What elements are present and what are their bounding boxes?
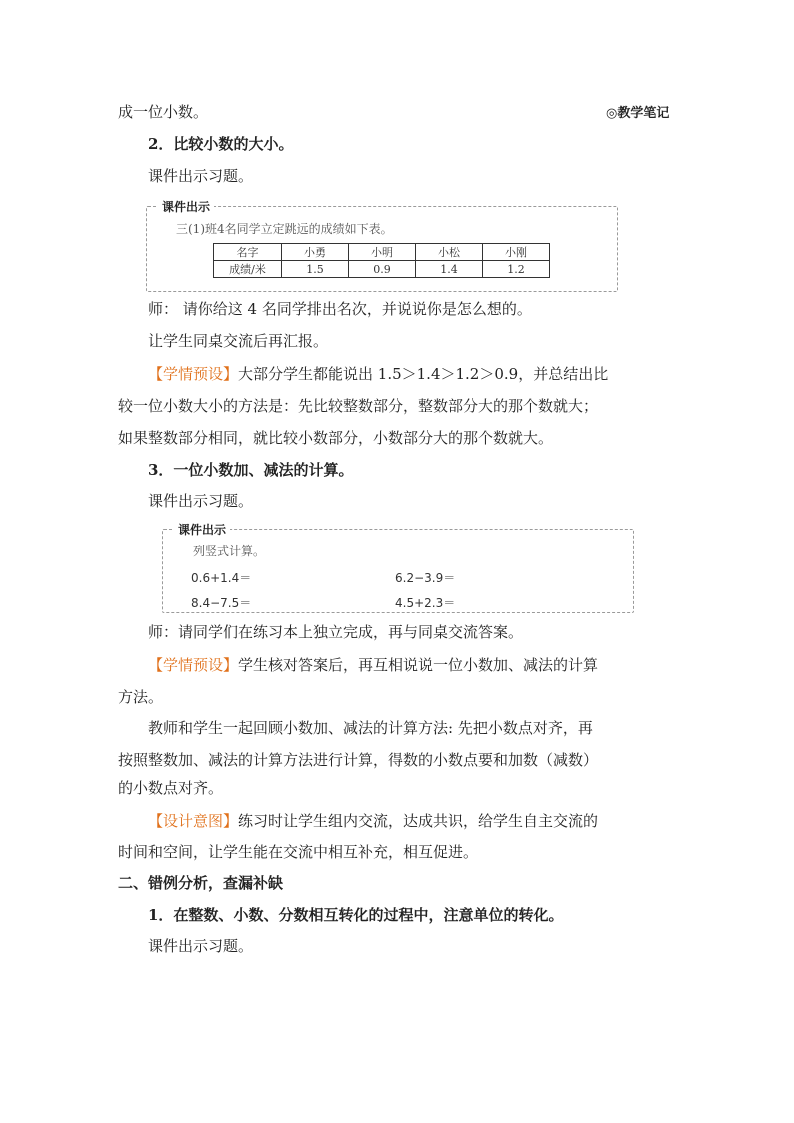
courseware-panel-label: 课件出示 (174, 521, 230, 538)
teaching-notes-label: ◎教学笔记 (606, 106, 670, 121)
table-header: 小松 (416, 244, 483, 261)
paragraph-line: 时间和空间，让学生能在交流中相互补充，相互促进。 (118, 843, 479, 861)
paragraph: 课件出示习题。 (148, 167, 254, 185)
courseware-panel-label: 课件出示 (158, 198, 214, 215)
calc-exercise: 4.5+2.3＝ (395, 596, 456, 610)
paragraph (148, 811, 598, 831)
preset-text: 大部分学生都能说出 1.5＞1.4＞1.2＞0.9，并总结出比 (238, 365, 609, 383)
intent-tag: 【设计意图】 (148, 812, 239, 830)
table-row (214, 244, 550, 261)
calc-exercise: 6.2−3.9＝ (395, 571, 456, 585)
table-header: 小明 (349, 244, 416, 261)
intent-text: 练习时让学生组内交流，达成共识，给学生自主交流的 (238, 812, 599, 830)
preset-tag: 【学情预设】 (148, 365, 239, 383)
scores-table (213, 243, 550, 278)
paragraph-line: 方法。 (118, 688, 164, 706)
section-heading: 2．比较小数的大小。 (148, 135, 294, 153)
paragraph-line: 如果整数部分相同，就比较小数部分，小数部分大的那个数就大。 (118, 429, 554, 447)
preset-text: 学生核对答案后，再互相说说一位小数加、减法的计算 (238, 656, 599, 674)
table-cell: 1.2 (483, 261, 550, 278)
section-heading: 1．在整数、小数、分数相互转化的过程中，注意单位的转化。 (148, 906, 564, 924)
paragraph-line: 的小数点对齐。 (118, 779, 224, 797)
paragraph-line: 较一位小数大小的方法是：先比较整数部分，整数部分大的那个数就大； (118, 397, 599, 415)
paragraph: 课件出示习题。 (148, 492, 254, 510)
table-cell: 成绩/米 (214, 261, 282, 278)
paragraph: 课件出示习题。 (148, 937, 254, 955)
paragraph: 成一位小数。 (118, 103, 209, 121)
paragraph (148, 364, 608, 384)
section-heading: 二、错例分析，查漏补缺 (118, 874, 284, 892)
calc-exercise: 0.6+1.4＝ (191, 571, 252, 585)
paragraph: 让学生同桌交流后再汇报。 (148, 332, 329, 350)
table-header: 名字 (214, 244, 282, 261)
panel-intro: 列竖式计算。 (193, 544, 266, 558)
table-cell: 0.9 (349, 261, 416, 278)
table-header: 小勇 (282, 244, 349, 261)
paragraph (148, 655, 598, 675)
table-cell: 1.4 (416, 261, 483, 278)
calc-exercise: 8.4−7.5＝ (191, 596, 252, 610)
panel-intro: 三(1)班4名同学立定跳远的成绩如下表。 (176, 222, 393, 236)
paragraph-line: 按照整数加、减法的计算方法进行计算，得数的小数点要和加数（减数） (118, 751, 599, 769)
table-cell: 1.5 (282, 261, 349, 278)
paragraph: 师： 请你给这 4 名同学排出名次，并说说你是怎么想的。 (148, 300, 532, 318)
paragraph: 师：请同学们在练习本上独立完成，再与同桌交流答案。 (148, 623, 524, 641)
paragraph: 教师和学生一起回顾小数加、减法的计算方法: 先把小数点对齐，再 (148, 719, 593, 737)
section-heading: 3．一位小数加、减法的计算。 (148, 461, 354, 479)
preset-tag: 【学情预设】 (148, 656, 239, 674)
table-row (214, 261, 550, 278)
table-header: 小刚 (483, 244, 550, 261)
